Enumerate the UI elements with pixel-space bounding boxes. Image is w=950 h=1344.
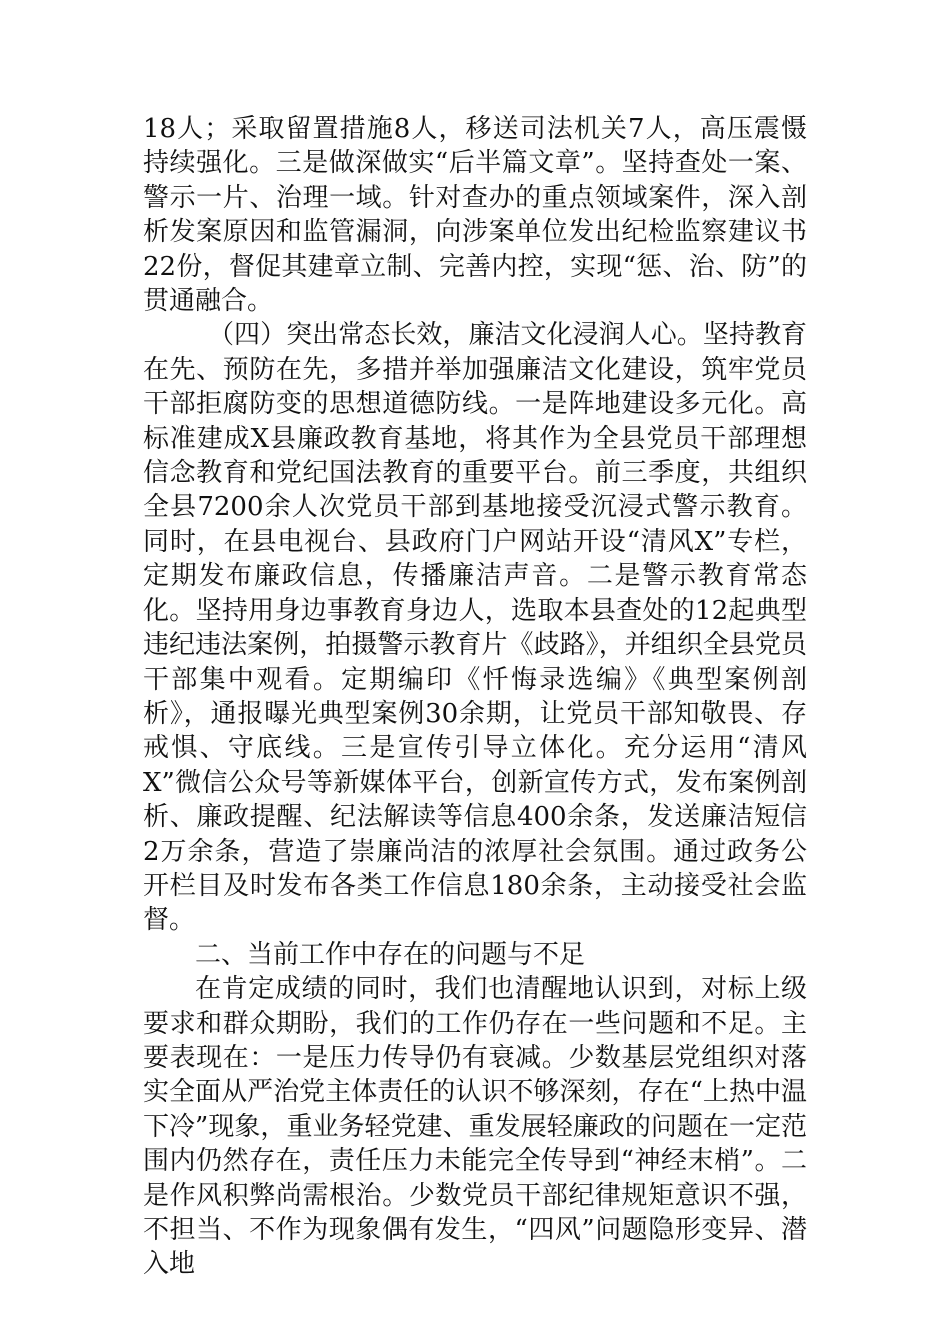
body-paragraph-continued: 18人；采取留置措施8人，移送司法机关7人，高压震慑持续强化。三是做深做实“后半篇文章”。坚持查处一案、警示一片、治理一域。针对查办的重点领域案件，深入剖析发案原因和监管漏洞，向涉案单位发出纪检监察建议书22份，督促其建章立制、完善内控，实现“惩、治、防”的贯通融合。 [143,114,807,317]
problems-paragraph: 在肯定成绩的同时，我们也清醒地认识到，对标上级要求和群众期盼，我们的工作仍存在一些问题和不足。主要表现在：一是压力传导仍有衰减。少数基层党组织对落实全面从严治党主体责任的认识不够深刻，存在“上热中温下冷”现象，重业务轻党建、重发展轻廉政的问题在一定范围内仍然存在，责任压力未能完全传导到“神经末梢”。二是作风积弊尚需根治。少数党员干部纪律规矩意识不强，不担当、不作为现象偶有发生，“四风”问题隐形变异、潜入地 [143,974,807,1280]
section-heading-problems: 二、当前工作中存在的问题与不足 [195,939,586,970]
section-four-paragraph: （四）突出常态长效，廉洁文化浸润人心。坚持教育在先、预防在先，多措并举加强廉洁文化建设，筑牢党员干部拒腐防变的思想道德防线。一是阵地建设多元化。高标准建成X县廉政教育基地，将其作为全县党员干部理想信念教育和党纪国法教育的重要平台。前三季度，共组织全县7200余人次党员干部到基地接受沉浸式警示教育。同时，在县电视台、县政府门户网站开设“清风X”专栏，定期发布廉政信息，传播廉洁声音。二是警示教育常态化。坚持用身边事教育身边人，选取本县查处的12起典型违纪违法案例，拍摄警示教育片《歧路》，并组织全县党员干部集中观看。定期编印《忏悔录选编》《典型案例剖析》，通报曝光典型案例30余期，让党员干部知敬畏、存戒惧、守底线。三是宣传引导立体化。充分运用“清风X”微信公众号等新媒体平台，创新宣传方式，发布案例剖析、廉政提醒、纪法解读等信息400余条，发送廉洁短信2万余条，营造了崇廉尚洁的浓厚社会氛围。通过政务公开栏目及时发布各类工作信息180余条，主动接受社会监督。 [143,320,807,936]
document-page [143,112,807,1282]
